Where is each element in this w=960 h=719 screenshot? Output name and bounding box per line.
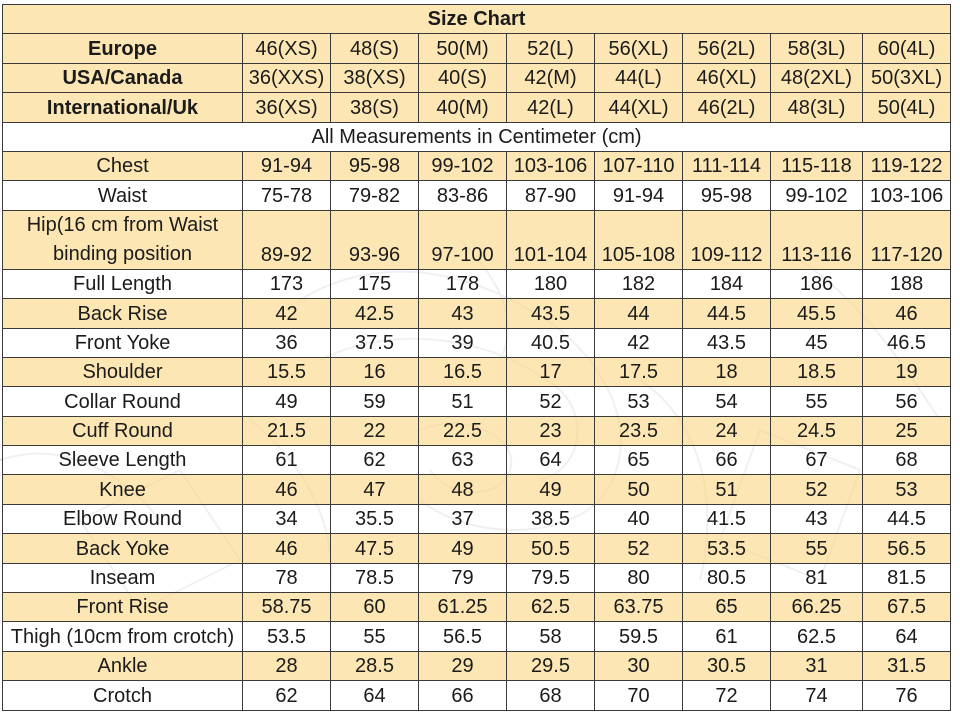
measurement-row: [3, 681, 951, 710]
measurement-value: 37: [419, 504, 507, 533]
measurement-value: 119-122: [863, 151, 951, 180]
measurement-value: 19: [863, 357, 951, 386]
measurement-value: 24.5: [771, 416, 863, 445]
measurement-value: 87-90: [507, 181, 595, 210]
measurement-value: 16: [331, 357, 419, 386]
measurement-value: 67.5: [863, 593, 951, 622]
measurement-value: 56.5: [863, 534, 951, 563]
measurement-value: 56: [863, 387, 951, 416]
measurement-value: 62: [243, 681, 331, 710]
measurement-value: 18: [683, 357, 771, 386]
measurement-value: 78: [243, 563, 331, 592]
measurement-value: 58: [507, 622, 595, 651]
measurement-value: 180: [507, 269, 595, 298]
measurement-value: 74: [771, 681, 863, 710]
measurement-value: 43: [771, 504, 863, 533]
measurement-value: 115-118: [771, 151, 863, 180]
measurement-value: 18.5: [771, 357, 863, 386]
measurement-value: 76: [863, 681, 951, 710]
measurement-row: [3, 151, 951, 180]
measurement-value: 35.5: [331, 504, 419, 533]
measurement-value: 44.5: [683, 299, 771, 328]
measurement-label-line: Hip(16 cm from Waist: [26, 213, 219, 236]
measurement-label: Collar Round: [3, 387, 243, 416]
measurement-value: 63: [419, 446, 507, 475]
measurement-value: 53.5: [243, 622, 331, 651]
measurement-row: [3, 622, 951, 651]
measurement-value: 66: [683, 446, 771, 475]
measurement-value: 22.5: [419, 416, 507, 445]
measurement-label: Front Yoke: [3, 328, 243, 357]
measurement-value: 52: [595, 534, 683, 563]
measurement-label: Full Length: [3, 269, 243, 298]
measurement-value: 55: [771, 387, 863, 416]
measurement-value: 55: [331, 622, 419, 651]
size-cell: 42(L): [507, 93, 595, 122]
measurement-value: 52: [507, 387, 595, 416]
measurement-row: [3, 504, 951, 533]
measurement-label: [3, 210, 243, 269]
measurement-value: 81.5: [863, 563, 951, 592]
size-cell: 50(4L): [863, 93, 951, 122]
size-cell: 44(L): [595, 63, 683, 92]
measurement-value: 49: [419, 534, 507, 563]
measurement-value: 61: [683, 622, 771, 651]
measurement-value: 42: [243, 299, 331, 328]
measurement-value: 40: [595, 504, 683, 533]
measurement-label: Shoulder: [3, 357, 243, 386]
measurement-value: 59: [331, 387, 419, 416]
size-cell: 50(M): [419, 34, 507, 63]
measurement-value: 184: [683, 269, 771, 298]
measurement-value: 49: [243, 387, 331, 416]
measurement-value: 99-102: [771, 181, 863, 210]
measurement-value: 97-100: [419, 210, 507, 269]
measurement-value: 95-98: [683, 181, 771, 210]
measurement-value: 55: [771, 534, 863, 563]
measurement-value: 111-114: [683, 151, 771, 180]
measurement-value: 30.5: [683, 651, 771, 680]
size-cell: 48(3L): [771, 93, 863, 122]
measurement-value: 67: [771, 446, 863, 475]
measurement-label: Front Rise: [3, 593, 243, 622]
measurement-value: 15.5: [243, 357, 331, 386]
measurement-label: Chest: [3, 151, 243, 180]
size-cell: 38(S): [331, 93, 419, 122]
measurement-value: 89-92: [243, 210, 331, 269]
measurement-value: 61.25: [419, 593, 507, 622]
measurement-value: 44.5: [863, 504, 951, 533]
measurement-value: 75-78: [243, 181, 331, 210]
measurement-row: [3, 181, 951, 210]
measurement-value: 34: [243, 504, 331, 533]
measurement-row: [3, 328, 951, 357]
measurement-value: 79.5: [507, 563, 595, 592]
size-cell: 38(XS): [331, 63, 419, 92]
measurement-value: 66.25: [771, 593, 863, 622]
measurement-row: [3, 269, 951, 298]
measurement-value: 51: [683, 475, 771, 504]
measurement-value: 61: [243, 446, 331, 475]
size-system-label: International/Uk: [3, 93, 243, 122]
measurement-value: 53.5: [683, 534, 771, 563]
size-cell: 42(M): [507, 63, 595, 92]
measurement-label: Thigh (10cm from crotch): [3, 622, 243, 651]
measurement-value: 64: [863, 622, 951, 651]
measurement-value: 49: [507, 475, 595, 504]
size-cell: 44(XL): [595, 93, 683, 122]
measurement-value: 70: [595, 681, 683, 710]
measurement-value: 28: [243, 651, 331, 680]
size-cell: 56(XL): [595, 34, 683, 63]
measurement-value: 53: [595, 387, 683, 416]
measurement-value: 43.5: [507, 299, 595, 328]
size-chart-table: [2, 4, 951, 711]
measurement-value: 16.5: [419, 357, 507, 386]
measurement-value: 24: [683, 416, 771, 445]
measurement-value: 17.5: [595, 357, 683, 386]
measurement-value: 22: [331, 416, 419, 445]
measurement-value: 113-116: [771, 210, 863, 269]
measurement-value: 107-110: [595, 151, 683, 180]
measurement-row: [3, 475, 951, 504]
measurement-value: 41.5: [683, 504, 771, 533]
measurement-value: 45: [771, 328, 863, 357]
measurement-value: 79: [419, 563, 507, 592]
measurement-value: 78.5: [331, 563, 419, 592]
measurement-value: 46.5: [863, 328, 951, 357]
measurement-label: Knee: [3, 475, 243, 504]
measurement-value: 54: [683, 387, 771, 416]
units-note-row: [3, 122, 951, 151]
measurement-value: 62: [331, 446, 419, 475]
measurement-value: 66: [419, 681, 507, 710]
measurement-value: 44: [595, 299, 683, 328]
size-cell: 60(4L): [863, 34, 951, 63]
size-chart-body: [3, 5, 951, 711]
measurement-value: 65: [683, 593, 771, 622]
size-cell: 52(L): [507, 34, 595, 63]
measurement-value: 29: [419, 651, 507, 680]
measurement-label: Cuff Round: [3, 416, 243, 445]
size-cell: 48(2XL): [771, 63, 863, 92]
size-system-row: [3, 93, 951, 122]
measurement-row: [3, 357, 951, 386]
measurement-value: 59.5: [595, 622, 683, 651]
measurement-value: 93-96: [331, 210, 419, 269]
measurement-value: 62.5: [771, 622, 863, 651]
measurement-value: 182: [595, 269, 683, 298]
measurement-value: 62.5: [507, 593, 595, 622]
size-cell: 58(3L): [771, 34, 863, 63]
size-cell: 56(2L): [683, 34, 771, 63]
measurement-value: 50.5: [507, 534, 595, 563]
measurement-value: 25: [863, 416, 951, 445]
measurement-value: 39: [419, 328, 507, 357]
measurement-value: 51: [419, 387, 507, 416]
measurement-value: 30: [595, 651, 683, 680]
measurement-row: [3, 446, 951, 475]
measurement-value: 178: [419, 269, 507, 298]
measurement-value: 83-86: [419, 181, 507, 210]
units-note: All Measurements in Centimeter (cm): [3, 122, 951, 151]
measurement-value: 63.75: [595, 593, 683, 622]
measurement-value: 117-120: [863, 210, 951, 269]
size-cell: 48(S): [331, 34, 419, 63]
measurement-value: 56.5: [419, 622, 507, 651]
size-cell: 40(S): [419, 63, 507, 92]
measurement-value: 29.5: [507, 651, 595, 680]
measurement-label-line: binding position: [53, 242, 192, 265]
measurement-value: 23: [507, 416, 595, 445]
measurement-row: [3, 563, 951, 592]
measurement-row: [3, 299, 951, 328]
size-system-row: [3, 63, 951, 92]
measurement-value: 68: [863, 446, 951, 475]
measurement-row: [3, 651, 951, 680]
measurement-value: 99-102: [419, 151, 507, 180]
size-system-row: [3, 34, 951, 63]
measurement-value: 105-108: [595, 210, 683, 269]
measurement-value: 43: [419, 299, 507, 328]
measurement-value: 65: [595, 446, 683, 475]
measurement-value: 188: [863, 269, 951, 298]
measurement-label: Sleeve Length: [3, 446, 243, 475]
measurement-value: 91-94: [595, 181, 683, 210]
measurement-value: 28.5: [331, 651, 419, 680]
measurement-value: 58.75: [243, 593, 331, 622]
measurement-row: [3, 534, 951, 563]
measurement-value: 36: [243, 328, 331, 357]
measurement-value: 80: [595, 563, 683, 592]
measurement-value: 37.5: [331, 328, 419, 357]
measurement-label: Back Yoke: [3, 534, 243, 563]
measurement-value: 103-106: [863, 181, 951, 210]
measurement-value: 109-112: [683, 210, 771, 269]
measurement-value: 81: [771, 563, 863, 592]
measurement-value: 46: [243, 475, 331, 504]
measurement-value: 101-104: [507, 210, 595, 269]
measurement-value: 80.5: [683, 563, 771, 592]
measurement-label: Inseam: [3, 563, 243, 592]
measurement-value: 40.5: [507, 328, 595, 357]
measurement-value: 95-98: [331, 151, 419, 180]
size-cell: 46(XL): [683, 63, 771, 92]
measurement-value: 52: [771, 475, 863, 504]
measurement-value: 23.5: [595, 416, 683, 445]
page-title: Size Chart: [3, 5, 951, 34]
size-cell: 46(XS): [243, 34, 331, 63]
measurement-label: Waist: [3, 181, 243, 210]
measurement-row: [3, 210, 951, 269]
measurement-value: 175: [331, 269, 419, 298]
size-cell: 46(2L): [683, 93, 771, 122]
measurement-row: [3, 593, 951, 622]
measurement-value: 43.5: [683, 328, 771, 357]
measurement-value: 103-106: [507, 151, 595, 180]
measurement-value: 79-82: [331, 181, 419, 210]
size-system-label: Europe: [3, 34, 243, 63]
measurement-value: 46: [243, 534, 331, 563]
measurement-value: 68: [507, 681, 595, 710]
measurement-value: 64: [507, 446, 595, 475]
measurement-value: 50: [595, 475, 683, 504]
measurement-value: 91-94: [243, 151, 331, 180]
measurement-value: 47.5: [331, 534, 419, 563]
size-system-label: USA/Canada: [3, 63, 243, 92]
measurement-value: 31.5: [863, 651, 951, 680]
measurement-label: Ankle: [3, 651, 243, 680]
measurement-value: 47: [331, 475, 419, 504]
measurement-label: Elbow Round: [3, 504, 243, 533]
measurement-label: Back Rise: [3, 299, 243, 328]
measurement-value: 45.5: [771, 299, 863, 328]
measurement-value: 17: [507, 357, 595, 386]
measurement-value: 186: [771, 269, 863, 298]
size-cell: 50(3XL): [863, 63, 951, 92]
size-cell: 36(XS): [243, 93, 331, 122]
measurement-label: Crotch: [3, 681, 243, 710]
measurement-value: 173: [243, 269, 331, 298]
measurement-value: 72: [683, 681, 771, 710]
size-cell: 40(M): [419, 93, 507, 122]
measurement-value: 46: [863, 299, 951, 328]
measurement-value: 60: [331, 593, 419, 622]
measurement-value: 31: [771, 651, 863, 680]
measurement-value: 21.5: [243, 416, 331, 445]
size-cell: 36(XXS): [243, 63, 331, 92]
measurement-value: 64: [331, 681, 419, 710]
measurement-value: 42: [595, 328, 683, 357]
measurement-value: 42.5: [331, 299, 419, 328]
measurement-row: [3, 416, 951, 445]
measurement-value: 38.5: [507, 504, 595, 533]
measurement-row: [3, 387, 951, 416]
measurement-value: 53: [863, 475, 951, 504]
measurement-value: 48: [419, 475, 507, 504]
